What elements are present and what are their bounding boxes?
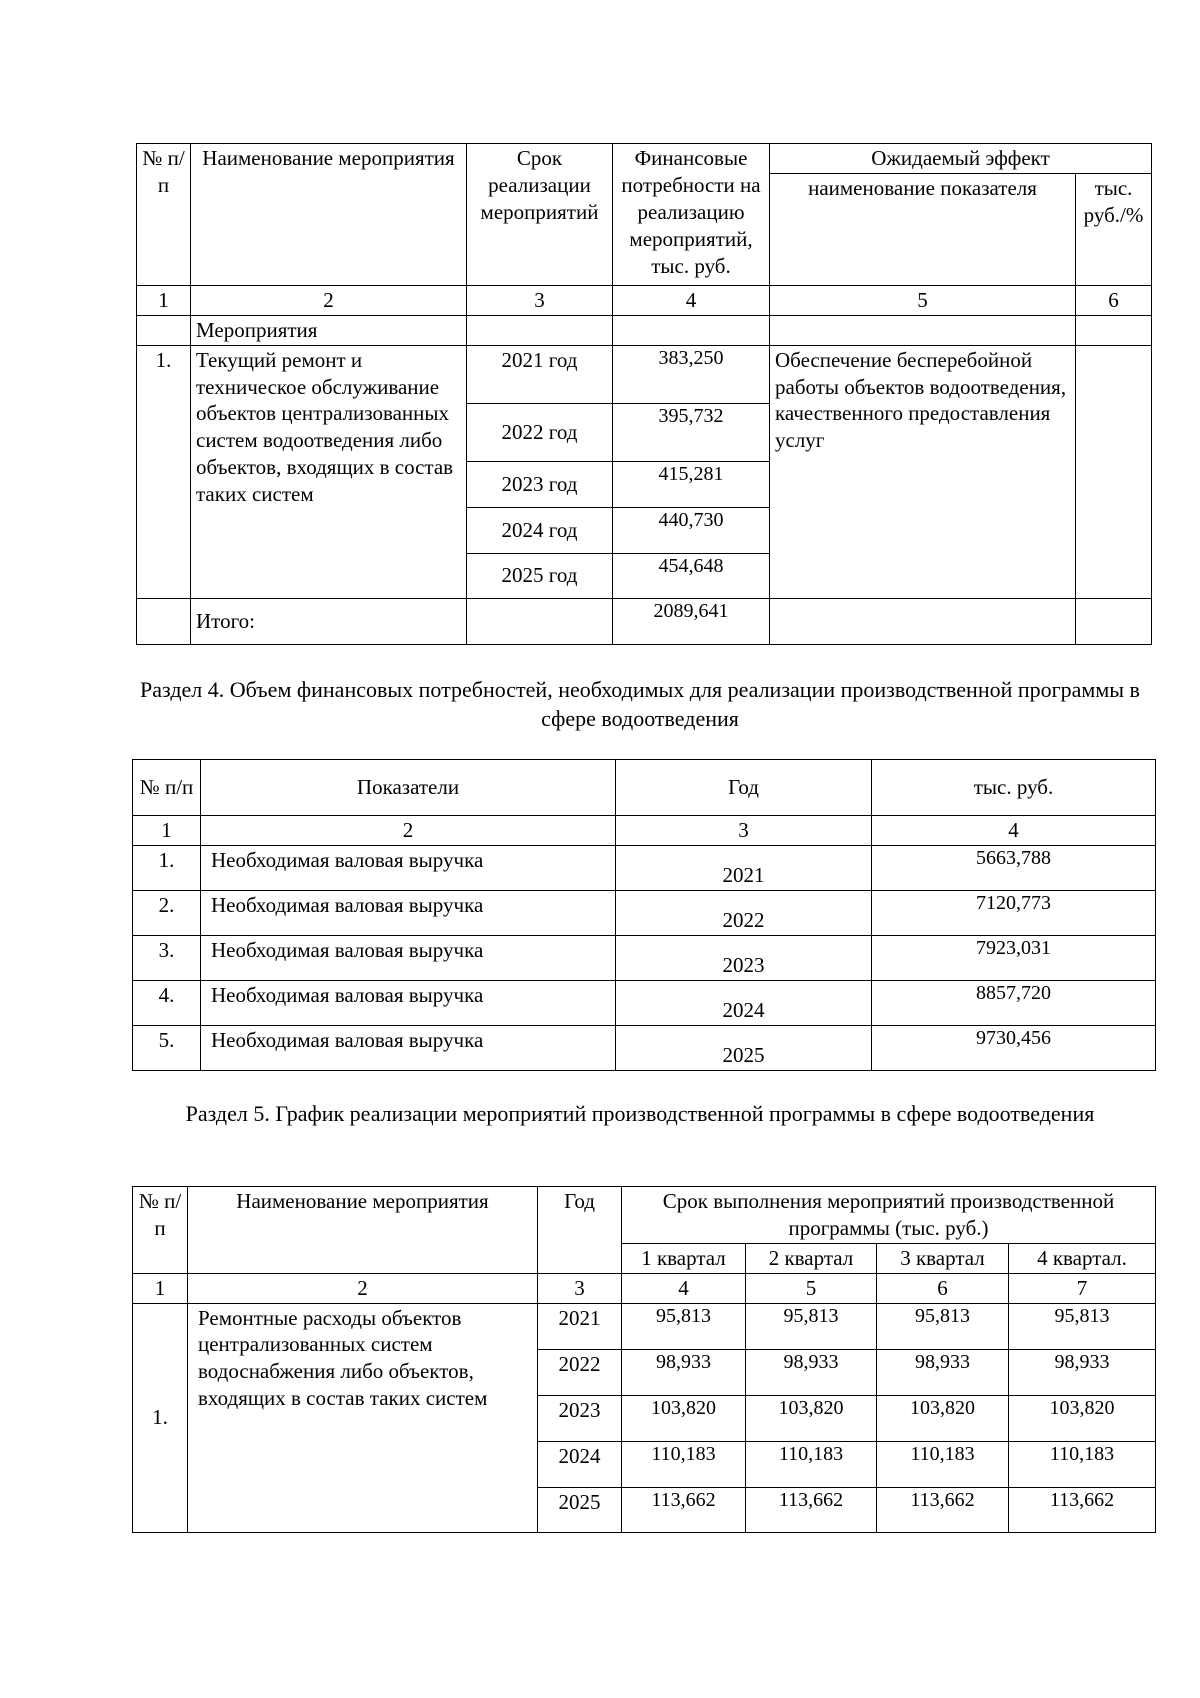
row-num: 2.: [133, 890, 201, 935]
measure-year: 2024 год: [467, 507, 613, 553]
col-number: 3: [467, 285, 613, 315]
q1-amount: 110,183: [622, 1441, 746, 1487]
col-number: 1: [137, 285, 191, 315]
col-number: 3: [616, 816, 872, 846]
col-number: 4: [613, 285, 770, 315]
header-name: Наименование мероприятия: [191, 144, 467, 286]
table-row: [133, 890, 1156, 935]
header-num: № п/п: [137, 144, 191, 286]
q3-amount: 103,820: [877, 1395, 1009, 1441]
header-q3: 3 квартал: [877, 1243, 1009, 1273]
col-number: 4: [622, 1273, 746, 1303]
total-label: Итого:: [191, 598, 467, 644]
row-num: 4.: [133, 980, 201, 1025]
header-term: Срок реализации мероприятий: [467, 144, 613, 286]
measure-name: Текущий ремонт и техническое обслуживание объектов централизованных систем водоотведения либо объектов, входящих в состав таких систем: [191, 345, 467, 598]
q3-amount: 98,933: [877, 1349, 1009, 1395]
q4-amount: 98,933: [1009, 1349, 1156, 1395]
header-q1: 1 квартал: [622, 1243, 746, 1273]
header-effect: Ожидаемый эффект: [770, 144, 1152, 174]
col-number: 1: [133, 816, 201, 846]
row-year: 2024: [538, 1441, 622, 1487]
q2-amount: 98,933: [746, 1349, 877, 1395]
col-number: 7: [1009, 1273, 1156, 1303]
col-number: 6: [1076, 285, 1152, 315]
revenue-table: [132, 759, 1156, 1071]
q2-amount: 103,820: [746, 1395, 877, 1441]
col-number: 5: [746, 1273, 877, 1303]
q1-amount: 95,813: [622, 1303, 746, 1349]
header-year: Год: [616, 760, 872, 816]
header-name: Наименование мероприятия: [188, 1187, 538, 1274]
q4-amount: 113,662: [1009, 1487, 1156, 1532]
measure-name: Ремонтные расходы объектов централизованных систем водоснабжения либо объектов, входящих в состав таких систем: [188, 1303, 538, 1532]
header-year: Год: [538, 1187, 622, 1274]
row-label: Необходимая валовая выручка: [201, 935, 616, 980]
header-finance: Финансовые потребности на реализацию мероприятий, тыс. руб.: [613, 144, 770, 286]
col-number: 2: [188, 1273, 538, 1303]
row-year: 2021: [538, 1303, 622, 1349]
row-year: 2025: [616, 1025, 872, 1070]
row-year: 2022: [616, 890, 872, 935]
col-number: 5: [770, 285, 1076, 315]
row-label: Необходимая валовая выручка: [201, 890, 616, 935]
measure-amount: 415,281: [613, 461, 770, 507]
q1-amount: 98,933: [622, 1349, 746, 1395]
row-amount: 7120,773: [872, 890, 1156, 935]
measure-year: 2025 год: [467, 553, 613, 598]
measure-amount: 395,732: [613, 403, 770, 461]
row-year: 2022: [538, 1349, 622, 1395]
col-number: 1: [133, 1273, 188, 1303]
col-number: 4: [872, 816, 1156, 846]
measure-effect: Обеспечение бесперебойной работы объектов водоотведения, качественного предоставления услуг: [770, 345, 1076, 598]
section-label: Мероприятия: [191, 315, 467, 345]
q4-amount: 103,820: [1009, 1395, 1156, 1441]
measure-year: 2021 год: [467, 345, 613, 403]
row-label: Необходимая валовая выручка: [201, 1025, 616, 1070]
row-num: 1.: [133, 1303, 188, 1532]
measure-amount: 454,648: [613, 553, 770, 598]
schedule-table: [132, 1186, 1156, 1533]
q1-amount: 103,820: [622, 1395, 746, 1441]
measure-amount: 383,250: [613, 345, 770, 403]
q3-amount: 110,183: [877, 1441, 1009, 1487]
row-num: 1.: [133, 845, 201, 890]
section-5-title: Раздел 5. График реализации мероприятий производственной программы в сфере водоотведения: [185, 1101, 1095, 1126]
row-amount: 9730,456: [872, 1025, 1156, 1070]
q3-amount: 113,662: [877, 1487, 1009, 1532]
row-year: 2023: [538, 1395, 622, 1441]
total-amount: 2089,641: [613, 598, 770, 644]
row-num: 1.: [137, 345, 191, 598]
q2-amount: 95,813: [746, 1303, 877, 1349]
measures-table: [136, 143, 1152, 645]
row-num: 5.: [133, 1025, 201, 1070]
q2-amount: 110,183: [746, 1441, 877, 1487]
row-label: Необходимая валовая выручка: [201, 845, 616, 890]
measure-amount: 440,730: [613, 507, 770, 553]
measure-year: 2023 год: [467, 461, 613, 507]
table-row: [133, 845, 1156, 890]
row-year: 2023: [616, 935, 872, 980]
row-amount: 7923,031: [872, 935, 1156, 980]
q1-amount: 113,662: [622, 1487, 746, 1532]
row-amount: 8857,720: [872, 980, 1156, 1025]
measure-year: 2022 год: [467, 403, 613, 461]
header-q4: 4 квартал.: [1009, 1243, 1156, 1273]
header-amount: тыс. руб.: [872, 760, 1156, 816]
row-year: 2025: [538, 1487, 622, 1532]
q2-amount: 113,662: [746, 1487, 877, 1532]
row-year: 2021: [616, 845, 872, 890]
q4-amount: 95,813: [1009, 1303, 1156, 1349]
col-number: 2: [191, 285, 467, 315]
table-row: [133, 980, 1156, 1025]
row-amount: 5663,788: [872, 845, 1156, 890]
header-term: Срок выполнения мероприятий производственной программы (тыс. руб.): [622, 1187, 1156, 1244]
table-row: [133, 1025, 1156, 1070]
table-row: [133, 935, 1156, 980]
header-indicator: наименование показателя: [770, 173, 1076, 285]
header-num: № п/п: [133, 1187, 188, 1274]
q3-amount: 95,813: [877, 1303, 1009, 1349]
row-label: Необходимая валовая выручка: [201, 980, 616, 1025]
header-q2: 2 квартал: [746, 1243, 877, 1273]
col-number: 3: [538, 1273, 622, 1303]
section-4-title: Раздел 4. Объем финансовых потребностей, необходимых для реализации производственной программы в сфере водоотведения: [140, 677, 1140, 731]
row-year: 2024: [616, 980, 872, 1025]
table-row: [133, 1303, 1156, 1349]
col-number: 6: [877, 1273, 1009, 1303]
header-num: № п/п: [133, 760, 201, 816]
header-indicators: Показатели: [201, 760, 616, 816]
header-unit: тыс. руб./%: [1076, 173, 1152, 285]
row-num: 3.: [133, 935, 201, 980]
col-number: 2: [201, 816, 616, 846]
q4-amount: 110,183: [1009, 1441, 1156, 1487]
